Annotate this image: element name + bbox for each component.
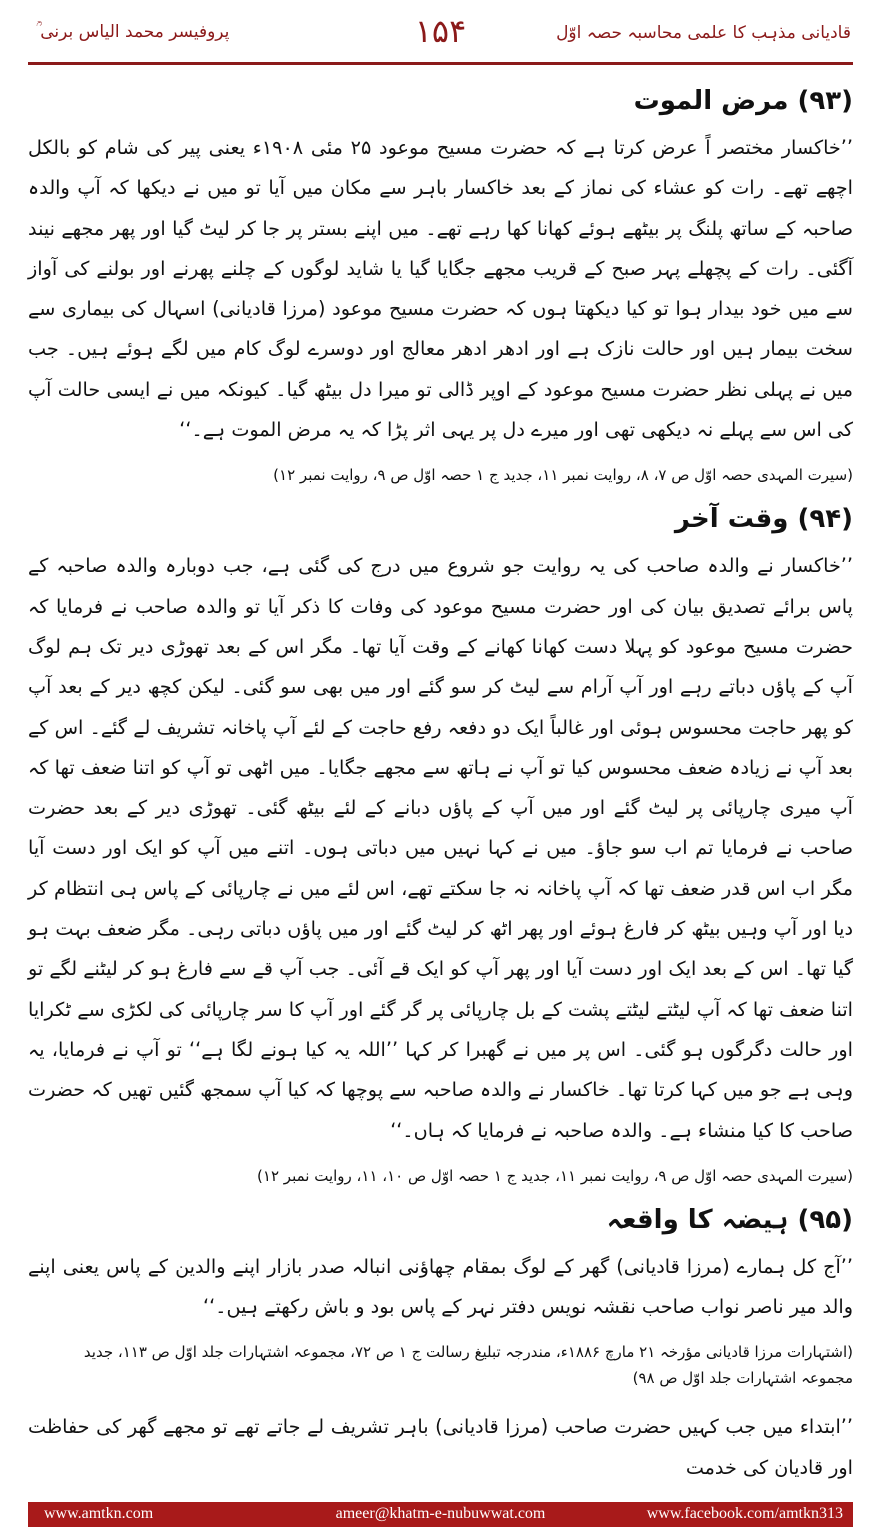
section-body: ’’خاکسار نے والدہ صاحب کی یہ روایت جو شروع میں درج کی گئی ہے، جب دوبارہ والدہ صاحبہ کے پاس برائے تصدیق بیان کی اور حضرت مسیح موعود کی وفات کا ذکر آیا تو والدہ صاحب نے فرمایا کہ حضرت مسیح موعود کو پہلا دست کھانا کھانے کے وقت آیا تھا۔ مگر اس کے بعد تھوڑی دیر تک ہم لوگ آپ کے پاؤں دباتے رہے اور آپ آرام سے لیٹ کر سو گئے اور میں بھی سو گئی۔ لیکن کچھ دیر کے بعد آپ کو پھر حاجت محسوس ہوئی اور غالباً ایک دو دفعہ رفع حاجت کے لئے آپ پاخانہ تشریف لے گئے۔ اس کے بعد آپ نے زیادہ ضعف محسوس کیا تو آپ نے ہاتھ سے مجھے جگایا۔ میں اٹھی تو آپ کو اتنا ضعف تھا کہ آپ میری چارپائی پر لیٹ گئے اور میں آپ کے پاؤں دبانے کے لئے بیٹھ گئی۔ تھوڑی دیر کے بعد حضرت صاحب نے فرمایا تم اب سو جاؤ۔ میں نے کہا نہیں میں دباتی ہوں۔ اتنے میں آپ کو ایک اور دست آیا مگر اب اس قدر ضعف تھا کہ آپ پاخانہ نہ جا سکتے تھے، اس لئے میں نے چارپائی کے پاس ہی انتظام کر دیا اور آپ وہیں بیٹھ کر فارغ ہوئے اور پھر اٹھ کر لیٹ گئے اور میں پاؤں دباتی رہی۔ مگر ضعف بہت ہو گیا تھا۔ اس کے بعد ایک اور دست آیا اور پھر آپ کو ایک قے آئی۔ جب آپ قے سے فارغ ہو کر لیٹنے لگے تو اتنا ضعف تھا کہ آپ لیٹتے لیٹتے پشت کے بل چارپائی پر گر گئے اور آپ کا سر چارپائی کی لکڑی سے ٹکرایا اور حالت دگرگوں ہو گئی۔ اس پر میں نے گھبرا کر کہا ’’اللہ یہ کیا ہونے لگا ہے‘‘ تو آپ نے فرمایا، یہ وہی ہے جو میں کہا کرتا تھا۔ خاکسار نے والدہ صاحبہ سے پوچھا کہ کیا آپ سمجھ گئیں تھیں کہ حضرت صاحب کا کیا منشاء ہے۔ والدہ صاحبہ نے فرمایا کہ ہاں۔‘‘ xyxy=(28,554,853,1142)
section-title: (۹۴) وقت آخر xyxy=(674,504,853,535)
page-content xyxy=(28,78,853,1488)
footer-website-link[interactable]: www.amtkn.com xyxy=(44,1505,154,1522)
page-number: ۱۵۴ xyxy=(414,12,467,50)
section-94 xyxy=(28,504,853,1188)
section-body: ’’آج کل ہمارے (مرزا قادیانی) گھر کے لوگ بمقام چھاؤنی انبالہ صدر بازار اپنے والدین کے پاس یعنی اپنے والد میر ناصر نواب صاحب نقشہ نویس دفتر نہر کے پاس بود و باش رکھتے ہیں۔‘‘ xyxy=(28,1254,853,1319)
section-reference: (سیرت المہدی حصہ اوّل ص ۷، ۸، روایت نمبر ۱۱، جدید ج ۱ حصہ اوّل ص ۹، روایت نمبر ۱۲) xyxy=(273,466,853,485)
section-body-continued: ’’ابتداء میں جب کہیں حضرت صاحب (مرزا قادیانی) باہر تشریف لے جاتے تھے تو مجھے گھر کی حفاظت اور قادیان کی خدمت xyxy=(28,1415,853,1479)
header-divider xyxy=(28,62,853,65)
section-95 xyxy=(28,1205,853,1488)
section-title: (۹۳) مرض الموت xyxy=(633,86,853,116)
section-title: (۹۵) ہیضہ کا واقعہ xyxy=(606,1204,853,1235)
section-93 xyxy=(28,86,853,488)
footer-facebook-link[interactable]: www.facebook.com/amtkn313 xyxy=(646,1505,843,1522)
section-reference: (سیرت المہدی حصہ اوّل ص ۹، روایت نمبر ۱۱، جدید ج ۱ حصہ اوّل ص ۱۰، ۱۱، روایت نمبر ۱۲) xyxy=(257,1166,853,1185)
section-body: ’’خاکسار مختصر اً عرض کرتا ہے کہ حضرت مسیح موعود ۲۵ مئی ۱۹۰۸ء یعنی پیر کی شام کو بالکل اچھے تھے۔ رات کو عشاء کی نماز کے بعد خاکسار باہر سے مکان میں آیا تو میں نے دیکھا کہ آپ والدہ صاحبہ کے ساتھ پلنگ پر بیٹھے ہوئے کھانا کھا رہے تھے۔ میں اپنے بستر پر جا کر لیٹ گیا اور پھر مجھے نیند آگئی۔ رات کے پچھلے پہر صبح کے قریب مجھے جگایا گیا یا شاید لوگوں کے چلنے پھرنے اور بولنے کی آواز سے میں خود بیدار ہوا تو کیا دیکھتا ہوں کہ حضرت مسیح موعود (مرزا قادیانی) اسہال کی بیماری سے سخت بیمار ہیں اور حالت نازک ہے اور ادھر ادھر معالج اور دوسرے لوگ کام میں لگے ہوئے ہیں۔ جب میں نے پہلی نظر حضرت مسیح موعود کے اوپر ڈالی تو میرا دل بیٹھ گیا۔ کیونکہ میں نے ایسی حالت آپ کی اس سے پہلے نہ دیکھی تھی اور میرے دل پر یہی اثر پڑا کہ یہ مرض الموت ہے۔‘‘ xyxy=(28,136,853,442)
page-header xyxy=(0,0,881,62)
author-name: پروفیسر محمد الیاس برنی ؒ xyxy=(36,22,230,42)
footer-email-link[interactable]: ameer@khatm-e-nubuwwat.com xyxy=(335,1505,546,1522)
section-reference: (اشتہارات مرزا قادیانی مؤرخہ ۲۱ مارچ ۱۸۸۶ء، مندرجہ تبلیغ رسالت ج ۱ ص ۷۲، مجموعہ اشتہارات جلد اوّل ص ۱۱۳، جدید مجموعہ اشتہارات جلد اوّل ص ۹۸) xyxy=(83,1343,853,1388)
book-title: قادیانی مذہب کا علمی محاسبہ حصہ اوّل xyxy=(556,23,851,43)
page-footer xyxy=(28,1502,853,1527)
